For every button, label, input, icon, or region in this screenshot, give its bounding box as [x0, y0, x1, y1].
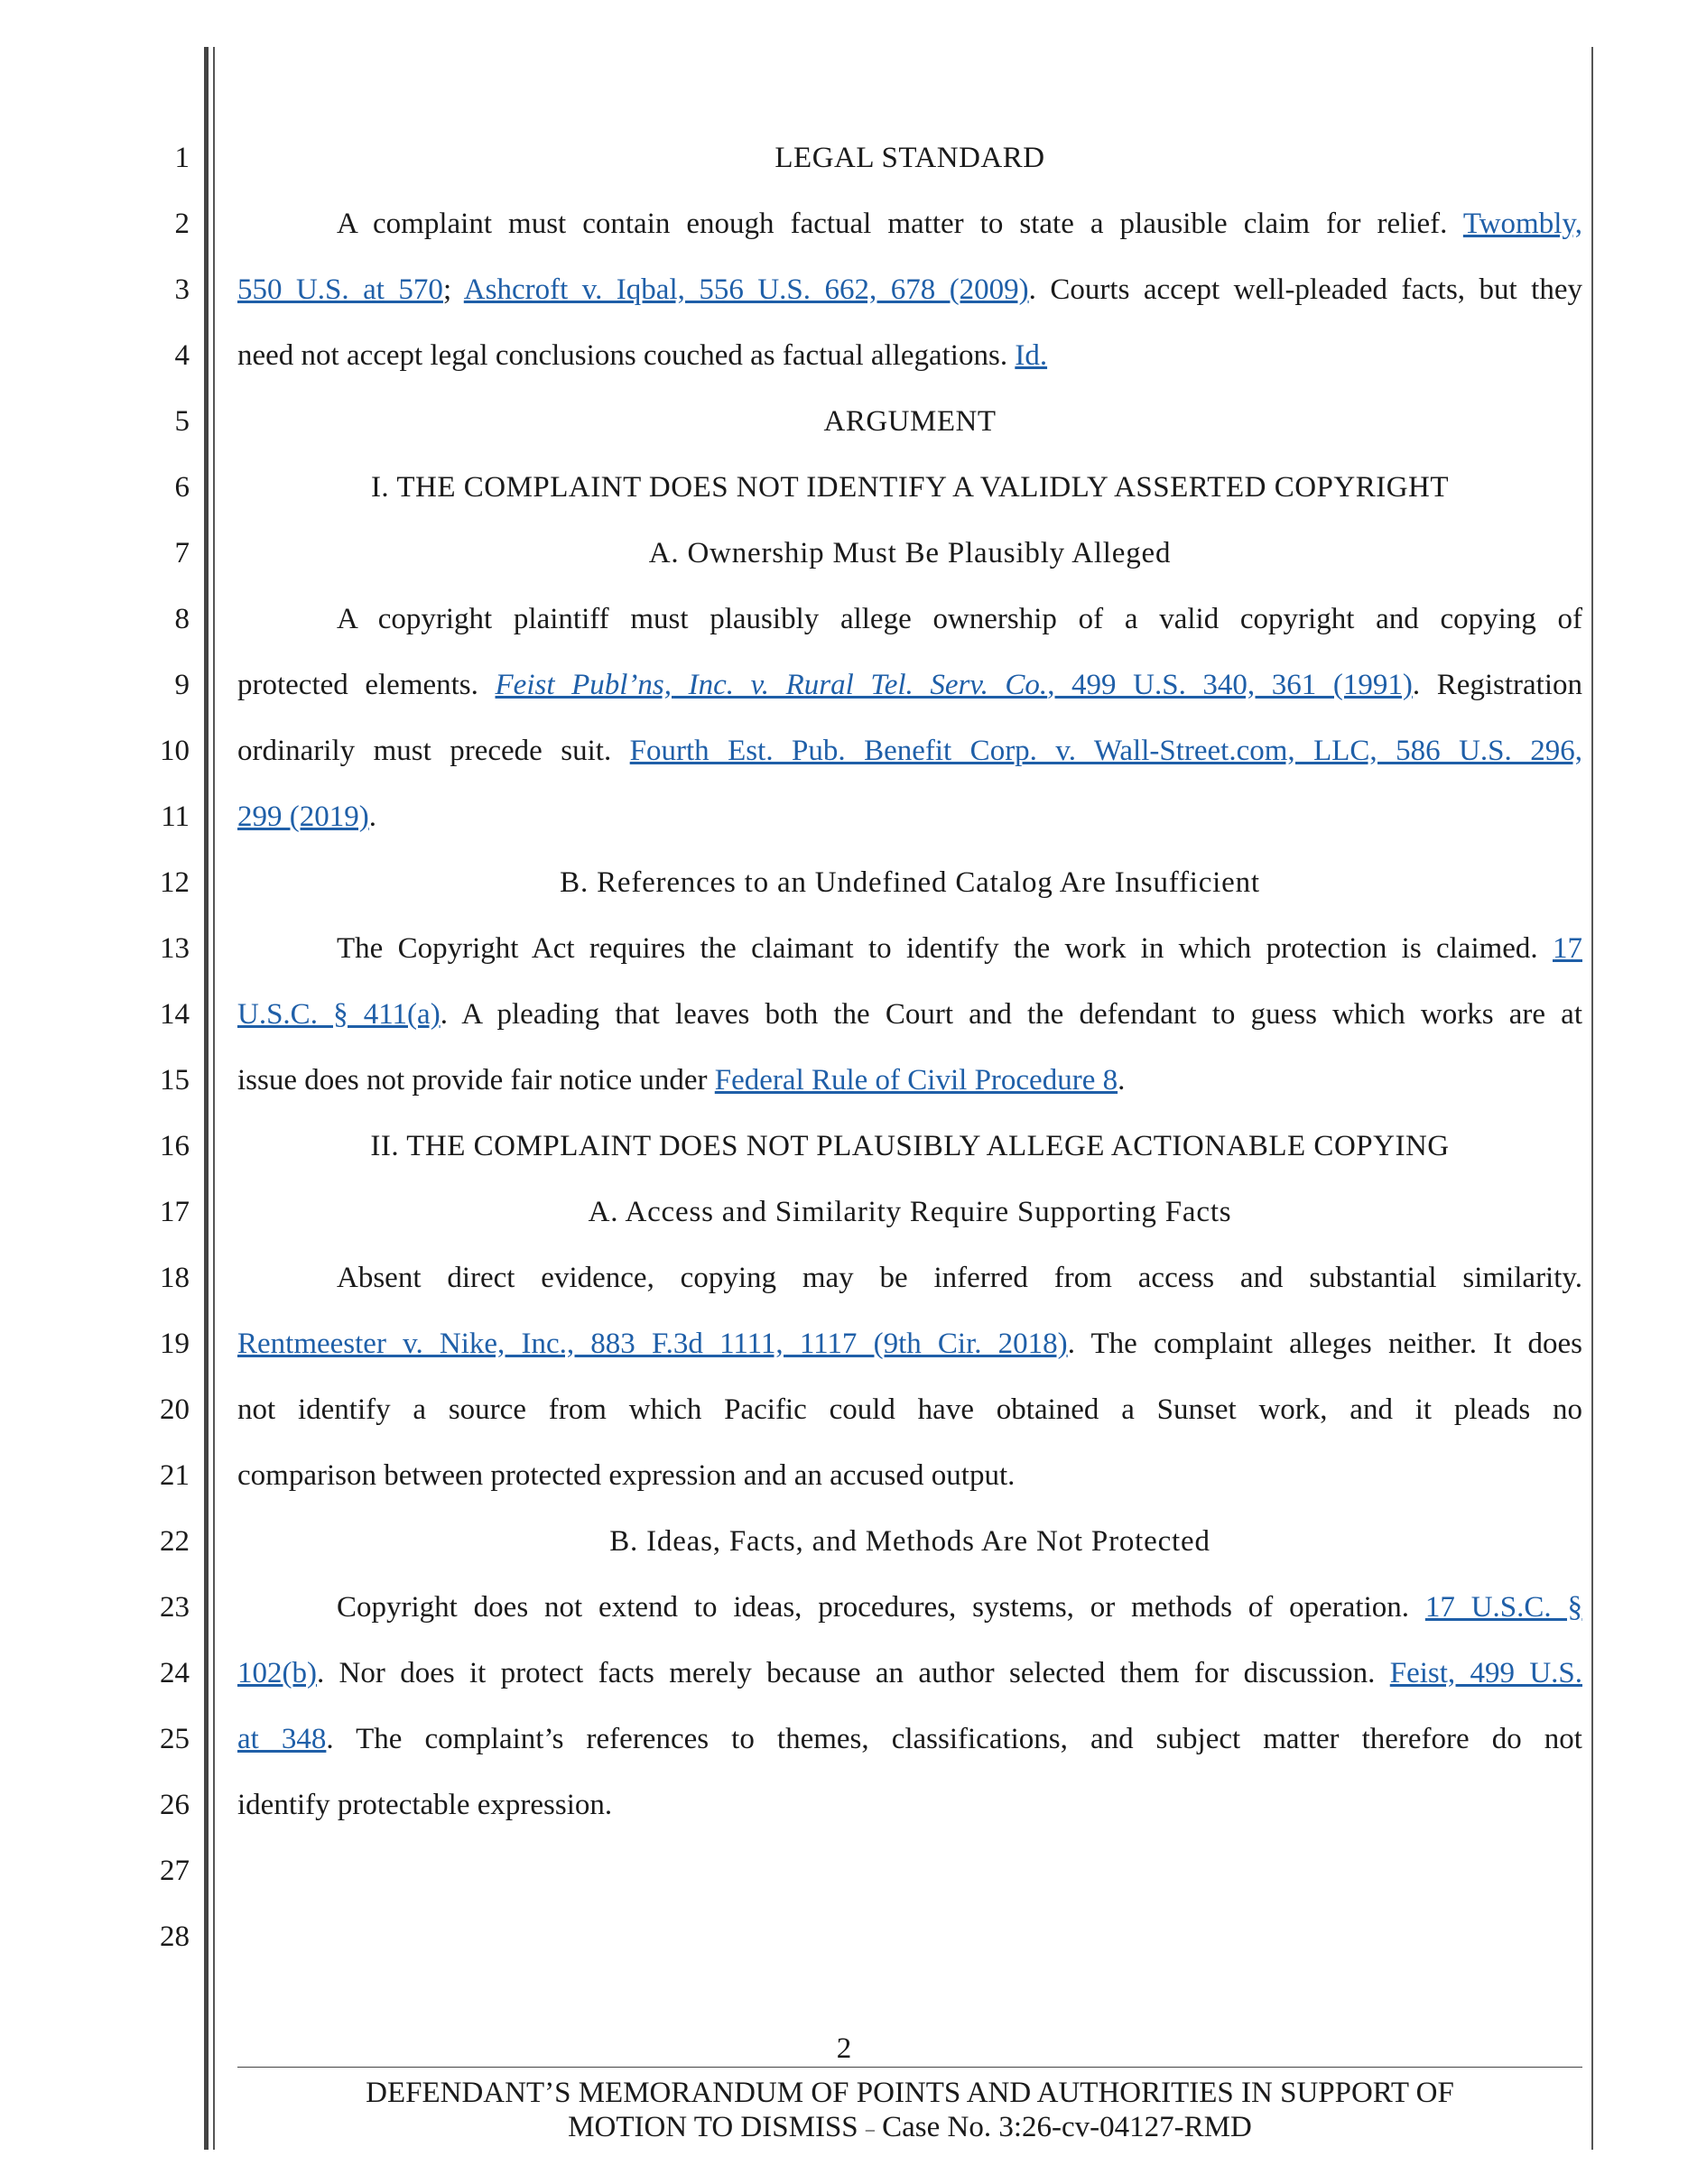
paragraph-line [237, 667, 1582, 703]
line-number: 2 [174, 208, 190, 240]
line-number: 22 [160, 1525, 190, 1558]
paragraph-text: . Registration [1412, 669, 1583, 701]
footer-dash: – [865, 2119, 875, 2140]
paragraph-line [237, 1787, 1582, 1823]
paragraph-text: Absent direct evidence, copying may be inferred from access and substantial similarity. [337, 1262, 1582, 1294]
paragraph-text: . Courts accept well-pleaded facts, but they [1028, 273, 1582, 306]
footer-motion-title: MOTION TO DISMISS [568, 2111, 858, 2143]
paragraph-text: not identify a source from which Pacific could have obtained a Sunset work, and it pleads no [237, 1393, 1582, 1426]
heading-section-1: I. THE COMPLAINT DOES NOT IDENTIFY A VALIDLY ASSERTED COPYRIGHT [370, 471, 1450, 504]
paragraph-line [237, 1260, 1582, 1296]
line-number: 17 [160, 1196, 190, 1228]
paragraph-line [237, 338, 1582, 374]
paragraph-text: A copyright plaintiff must plausibly allege ownership of a valid copyright and copying of [337, 603, 1582, 635]
paragraph-line [237, 1458, 1582, 1494]
paragraph-line [237, 733, 1582, 769]
line-number: 6 [174, 471, 190, 504]
line-number: 13 [160, 932, 190, 965]
line-number: 14 [160, 998, 190, 1031]
paragraph-line [237, 272, 1582, 308]
citation-link[interactable]: Id. [1015, 339, 1048, 372]
line-number: 20 [160, 1393, 190, 1426]
paragraph-text: issue does not provide fair notice under [237, 1064, 708, 1097]
paragraph-text: need not accept legal conclusions couched as factual allegations. [237, 339, 1008, 372]
citation-link[interactable]: at 348 [237, 1723, 327, 1755]
paragraph-line [237, 996, 1582, 1032]
line-number: 26 [160, 1789, 190, 1821]
paragraph-text: protected elements. [237, 669, 478, 701]
citation-link[interactable]: Feist, 499 U.S. [1389, 1657, 1582, 1689]
citation-link[interactable]: Fourth Est. Pub. Benefit Corp. v. Wall-Street.com, LLC, 586 U.S. 296, [629, 735, 1582, 767]
paragraph-line [237, 1392, 1582, 1428]
line-number: 15 [160, 1064, 190, 1097]
heading-section-2: II. THE COMPLAINT DOES NOT PLAUSIBLY ALLEGE ACTIONABLE COPYING [370, 1130, 1450, 1162]
citation-link[interactable]: U.S.C. § 411(a) [237, 998, 441, 1031]
page-number: 2 [836, 2032, 852, 2065]
subheading-section-2b: B. Ideas, Facts, and Methods Are Not Protected [609, 1525, 1210, 1558]
paragraph-text: . Nor does it protect facts merely because an author selected them for discussion. [316, 1657, 1376, 1689]
subheading-section-1a: A. Ownership Must Be Plausibly Alleged [648, 537, 1172, 569]
line-number: 21 [160, 1459, 190, 1492]
paragraph-line [237, 1655, 1582, 1691]
heading-legal-standard: LEGAL STANDARD [774, 142, 1045, 174]
paragraph-text: . [368, 800, 376, 833]
paragraph-text: identify protectable expression. [237, 1789, 613, 1821]
citation-link[interactable]: Ashcroft v. Iqbal, 556 U.S. 662, 678 (2009) [463, 273, 1029, 306]
citation-link[interactable]: Twombly, [1462, 208, 1582, 240]
line-number: 12 [160, 866, 190, 899]
paragraph-line [237, 1721, 1582, 1757]
paragraph-text: . The complaint’s references to themes, classifications, and subject matter therefore do not [326, 1723, 1582, 1755]
line-number: 11 [161, 800, 190, 833]
footer-rule [237, 2067, 1582, 2068]
citation-link[interactable]: 17 U.S.C. § [1424, 1591, 1582, 1624]
line-number: 1 [174, 142, 190, 174]
heading-argument: ARGUMENT [823, 405, 997, 438]
paragraph-line [237, 601, 1582, 637]
citation-link[interactable]: 102(b) [237, 1657, 317, 1689]
citation-link[interactable]: 17 [1553, 932, 1582, 965]
line-number: 25 [160, 1723, 190, 1755]
citation-link[interactable]: Federal Rule of Civil Procedure 8 [714, 1064, 1118, 1097]
line-number: 9 [174, 669, 190, 701]
line-number: 8 [174, 603, 190, 635]
citation-link[interactable]: Rentmeester v. Nike, Inc., 883 F.3d 1111, 1117 (9th Cir. 2018) [237, 1328, 1068, 1360]
paragraph-text: A complaint must contain enough factual matter to state a plausible claim for relief. [337, 208, 1448, 240]
citation-link[interactable]: 299 (2019) [237, 800, 369, 833]
left-margin-rule-thin [213, 47, 215, 2150]
paragraph-text: . [1118, 1064, 1126, 1097]
footer-case-number: Case No. 3:26-cv-04127-RMD [882, 2111, 1252, 2143]
line-number: 23 [160, 1591, 190, 1624]
line-number: 10 [160, 735, 190, 767]
line-number: 18 [160, 1262, 190, 1294]
paragraph-text: Copyright does not extend to ideas, procedures, systems, or methods of operation. [337, 1591, 1409, 1624]
line-number: 28 [160, 1920, 190, 1953]
right-margin-rule [1591, 47, 1593, 2150]
paragraph-text: ordinarily must precede suit. [237, 735, 612, 767]
paragraph-line [237, 1589, 1582, 1625]
paragraph-text: The Copyright Act requires the claimant to identify the work in which protection is claimed. [337, 932, 1538, 965]
citation-link[interactable] [496, 669, 1413, 701]
footer-title-line-1: DEFENDANT’S MEMORANDUM OF POINTS AND AUTHORITIES IN SUPPORT OF [366, 2077, 1454, 2109]
reporter-cite: , 499 U.S. 340, 361 (1991) [1047, 669, 1413, 701]
line-number: 27 [160, 1855, 190, 1887]
line-number: 5 [174, 405, 190, 438]
subheading-section-1b: B. References to an Undefined Catalog Are Insufficient [560, 866, 1260, 899]
line-number: 16 [160, 1130, 190, 1162]
paragraph-text: comparison between protected expression and an accused output. [237, 1459, 1016, 1492]
paragraph-line [237, 930, 1582, 967]
paragraph-line [237, 1062, 1582, 1098]
line-number: 7 [174, 537, 190, 569]
paragraph-text: . A pleading that leaves both the Court and the defendant to guess which works are at [440, 998, 1582, 1031]
paragraph-text: . The complaint alleges neither. It does [1067, 1328, 1582, 1360]
paragraph-text: ; [442, 273, 452, 306]
subheading-section-2a: A. Access and Similarity Require Supporting Facts [588, 1196, 1232, 1228]
paragraph-line [237, 1326, 1582, 1362]
line-number: 4 [174, 339, 190, 372]
left-margin-rule-thick [204, 47, 209, 2150]
line-number: 3 [174, 273, 190, 306]
citation-link[interactable]: 550 U.S. at 570 [237, 273, 443, 306]
line-number: 19 [160, 1328, 190, 1360]
case-name: Feist Publ’ns, Inc. v. Rural Tel. Serv. Co. [495, 669, 1048, 701]
footer-title-line-2 [237, 2110, 1582, 2146]
paragraph-line [237, 206, 1582, 242]
line-number: 24 [160, 1657, 190, 1689]
paragraph-line [237, 799, 1582, 835]
